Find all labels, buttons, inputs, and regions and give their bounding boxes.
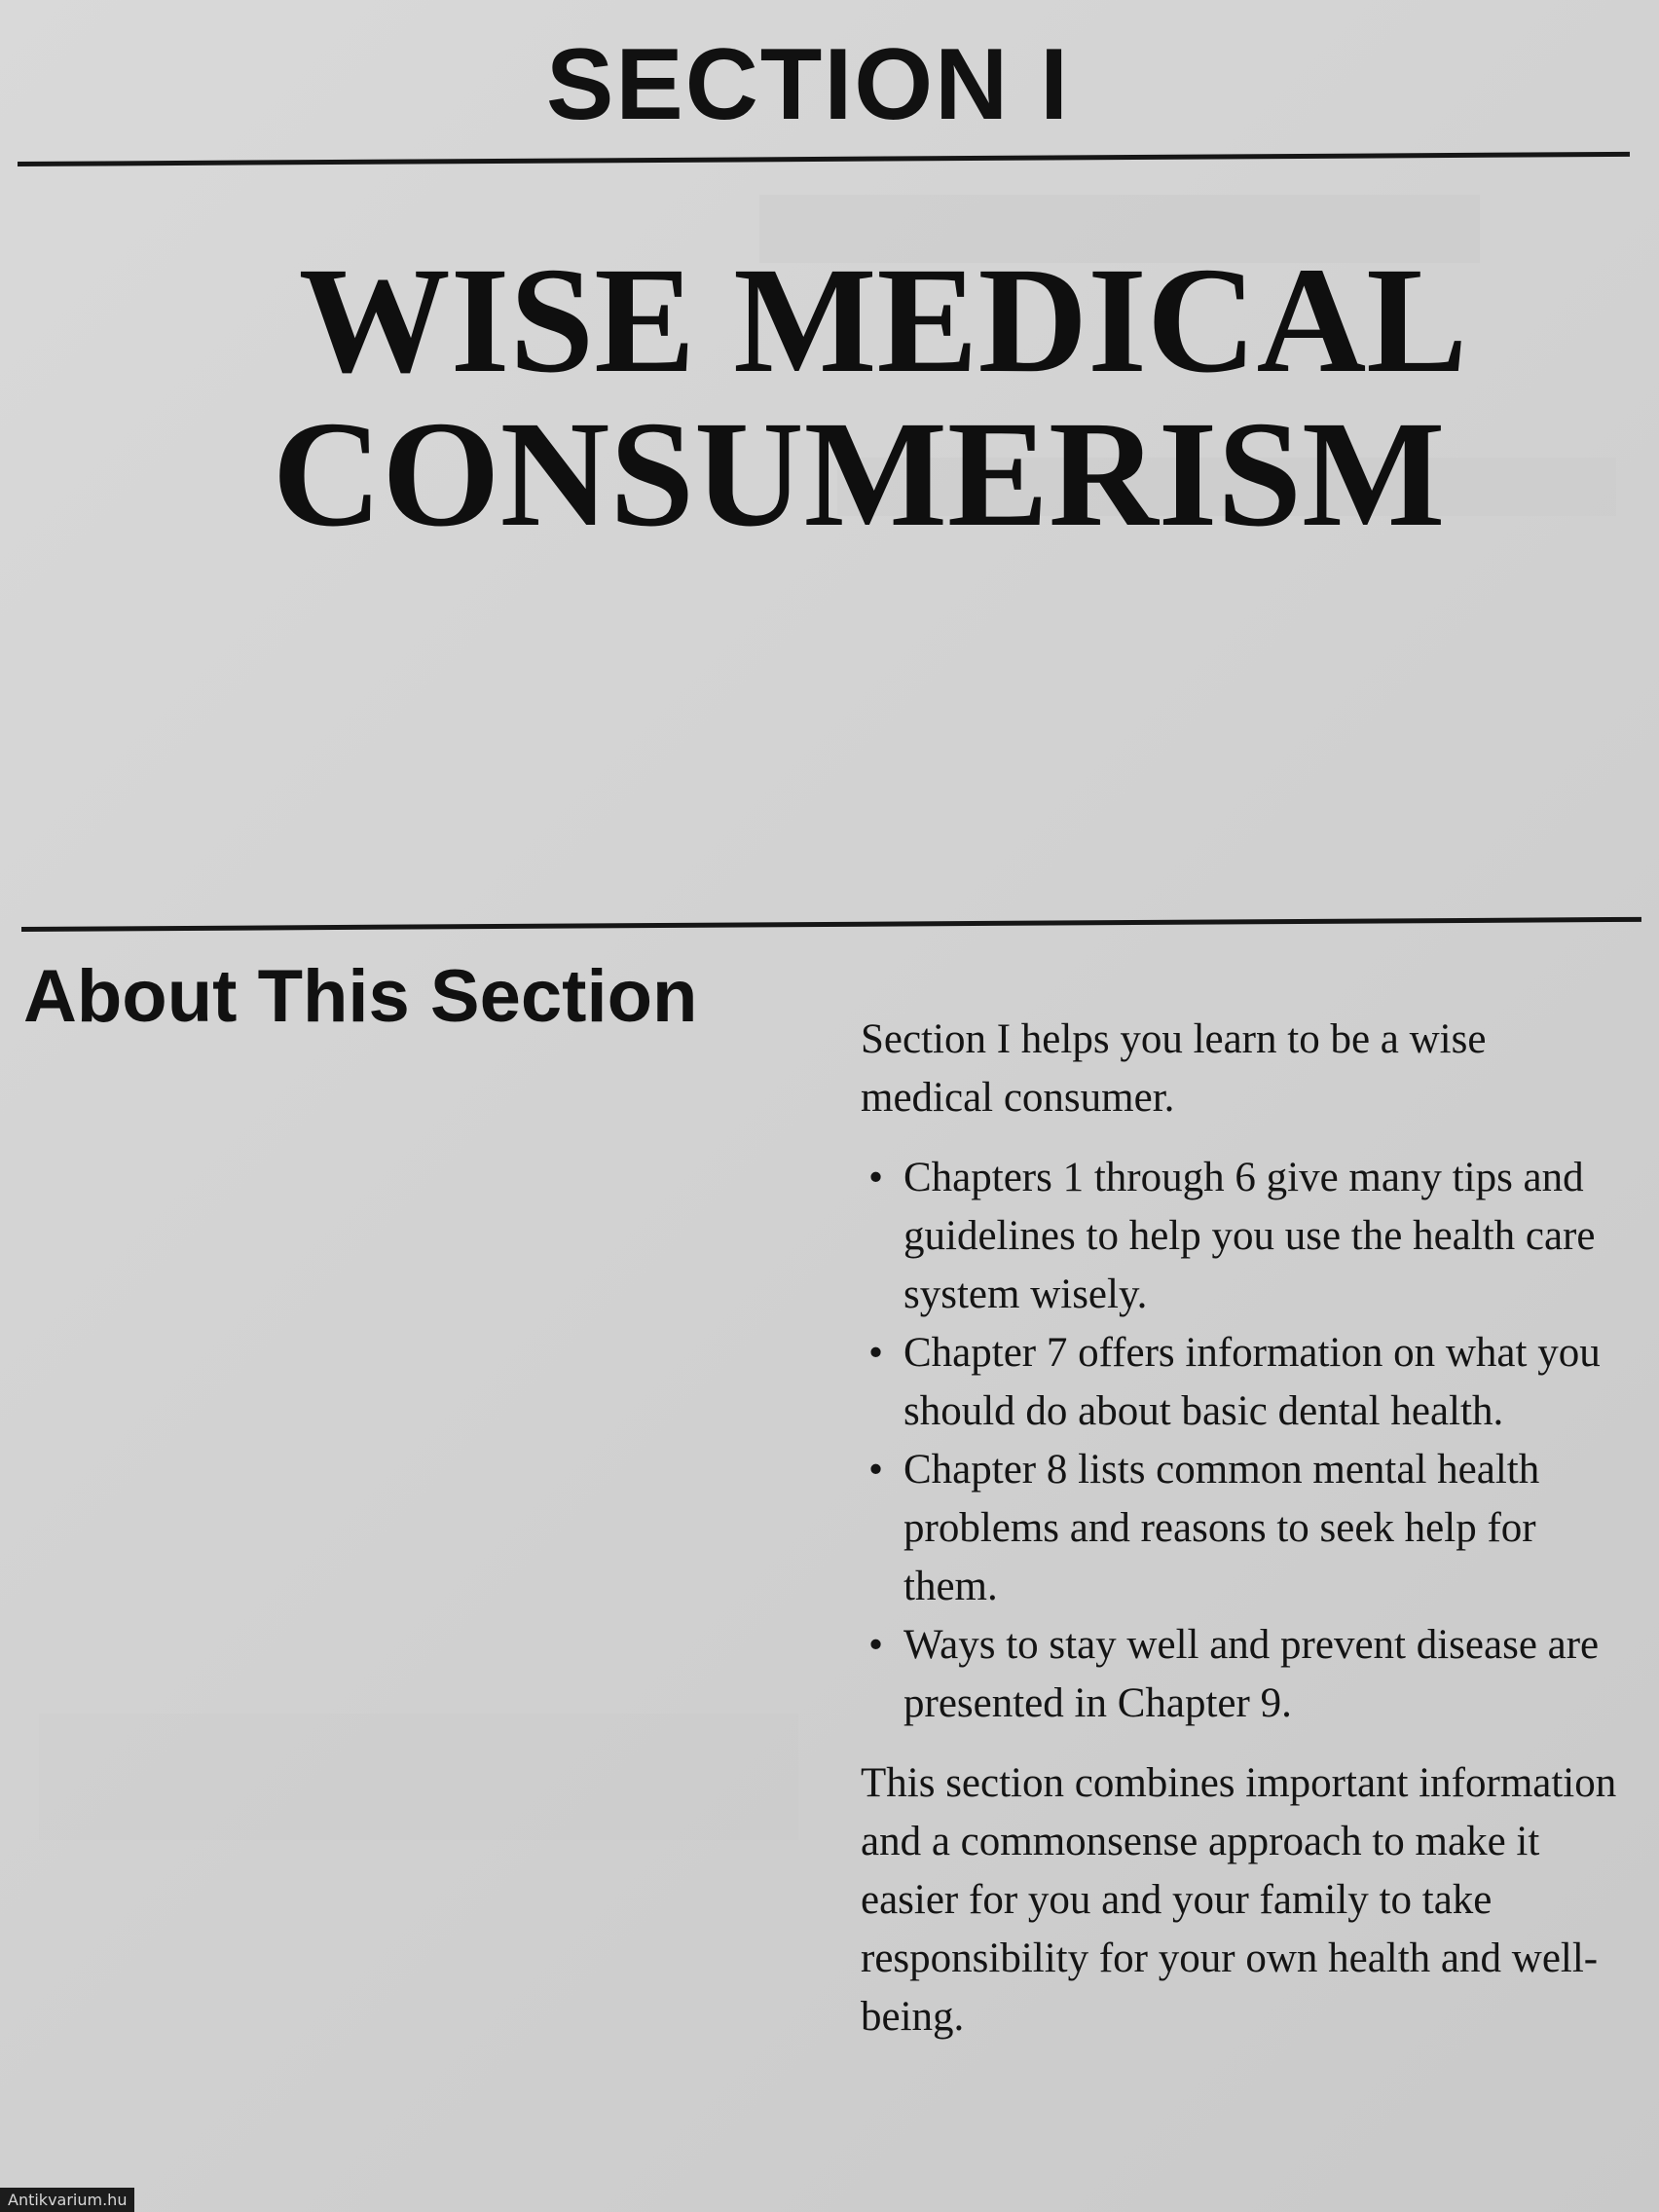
top-divider [18,152,1630,166]
bullet-icon: • [868,1155,884,1200]
bullet-icon: • [868,1622,884,1668]
bullet-icon: • [868,1447,884,1493]
closing-paragraph: This section combines important information and a commonsense approach to make it easier for you and your family to take responsibility for your own health and well-being. [861,1760,1617,2040]
watermark: Antikvarium.hu [0,2188,134,2212]
section-title [0,236,1659,558]
list-item-text: Chapters 1 through 6 give many tips and guidelines to help you use the health care system wisely. [903,1155,1596,1317]
about-heading: About This Section [23,955,698,1038]
section-title-line-2: CONSUMERISM [272,389,1446,558]
chapter-list [861,1149,1640,1733]
list-item-text: Chapter 8 lists common mental health problems and reasons to seek help for them. [903,1447,1540,1609]
intro-paragraph: Section I helps you learn to be a wise medical consumer. [861,1016,1487,1121]
section-title-line-1: WISE MEDICAL [298,236,1468,404]
list-item-text: Chapter 7 offers information on what you should do about basic dental health. [903,1330,1601,1434]
list-item [861,1441,1640,1616]
list-item [861,1616,1640,1733]
section-label: SECTION I [545,28,1071,141]
list-item [861,1149,1640,1324]
list-item-text: Ways to stay well and prevent disease are presented in Chapter 9. [903,1622,1600,1726]
bullet-icon: • [868,1330,884,1376]
middle-divider [21,917,1641,932]
section-body [861,1011,1640,2046]
list-item [861,1324,1640,1441]
